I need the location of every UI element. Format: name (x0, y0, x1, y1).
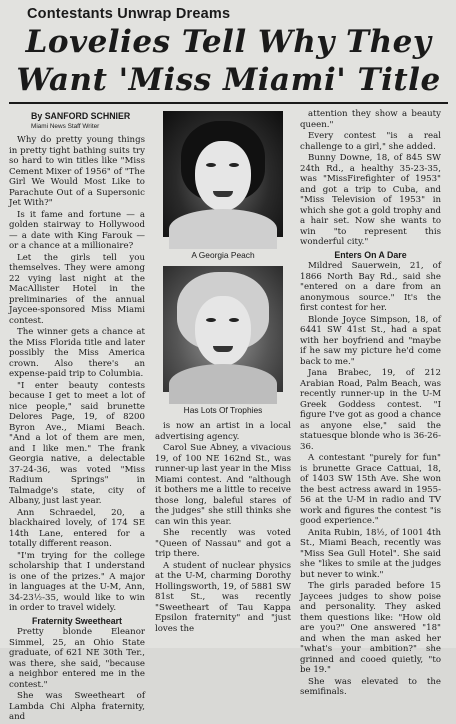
paragraph: Anita Rubin, 18½, of 1001 4th St., Miami Beach, recently was "Miss Sea Gull Hotel". She said she "likes to smile at the judges but never to wink." (300, 527, 441, 580)
headline-rule (9, 102, 448, 104)
kicker-heading: Contestants Unwrap Dreams (27, 6, 231, 22)
byline-name: By SANFORD SCHNIER (31, 111, 131, 121)
paragraph: Jana Brabec, 19, of 212 Arabian Road, Palm Beach, was recently runner-up in the U-M Greek Goddess contest. "I figure I've got as good a chance as anyone else," said the statuesque blonde who is 36-26-36. (300, 368, 441, 452)
paragraph: The girls paraded before 15 Jaycees judges to show poise and personality. They asked them questions like: "How old are you?" One answered "18" and when the man asked her "what's your ambition?" she grinned and cooed quietly, "to be 19." (300, 581, 441, 675)
paragraph: Every contest "is a real challenge to a girl," she added. (300, 131, 441, 152)
paragraph: She recently was voted "Queen of Nassau" and got a trip there. (155, 528, 291, 559)
delores-page-photo (163, 111, 283, 237)
headline-line-2: Want 'Miss Miami' Title (16, 62, 441, 98)
article-columns (9, 109, 448, 722)
paragraph: Bunny Downe, 18, of 845 SW 24th Rd., a healthy 35-23-35, was "MissFirefighter of 1953" and got a trip to Cuba, and "Miss Television of 1953" in which she got a gold trophy and a hair set. Now she wants to win "to represent this wonderful city." (300, 153, 441, 247)
headline-line-1: Lovelies Tell Why They (25, 24, 432, 60)
paragraph: is now an artist in a local advertising agency. (155, 421, 291, 442)
paragraph: A contestant "purely for fun" is brunette Grace Cattuai, 18, of 1403 SW 15th Ave. She won the best actress award in 1955-56 at the U-M in radio and TV work and figures the contest "is good experience." (300, 453, 441, 526)
paragraph: Carol Sue Abney, a vivacious 19, of 100 NE 162nd St., was runner-up last year in the Miss Miami contest. And "although it bothers me a little to receive those long, baleful stares of the judges" she still thinks she can win this year. (155, 443, 291, 527)
paragraph: "I'm trying for the college scholarship that I understand is one of the prizes." A major in languages at the U-M, Ann, 34-23½-35, would like to win in order to travel widely. (9, 550, 145, 613)
photo-caption-sub: A Georgia Peach (191, 249, 255, 260)
paragraph: Is it fame and fortune — a golden stairway to Hollywood — a date with King Farouk — or a chance at a millionaire? (9, 209, 145, 251)
paragraph: She was Sweetheart of Lambda Chi Alpha fraternity, and (9, 691, 145, 722)
paragraph: Let the girls tell you themselves. They were among 22 vying last night at the MacAllister Hotel in the preliminaries of the annual Jaycee-sponsored Miss Miami contest. (9, 252, 145, 326)
paragraph: She was elevated to the semifinals. (300, 676, 441, 697)
paragraph: "I enter beauty contests because I get to meet a lot of nice people," said brunette Delores Page, 19, of 8200 Byron Ave., Miami Beach. "And a lot of them are men, and I like men." The frank Georgia native, a delectable 37-24-36, was voted "Miss Radium Springs" in Talmadge's state, city of Albany, just last year. (9, 380, 145, 506)
paragraph: Ann Schraedel, 20, a blackhaired lovely, of 174 SE 14th Lane, entered for a totally different reason. (9, 507, 145, 549)
paragraph: The winner gets a chance at the Miss Florida title and later possibly the Miss America crown. Also there's an expense-paid trip to Columbia. (9, 327, 145, 379)
column-3 (300, 109, 441, 699)
subhead-fraternity: Fraternity Sweetheart (32, 615, 122, 626)
byline-title: Miami News Staff Writer (31, 122, 100, 130)
subhead-dare: Enters On A Dare (334, 249, 407, 260)
photo-caption-sub: Has Lots Of Trophies (183, 404, 263, 415)
paragraph: attention they show a beauty queen." (300, 109, 441, 130)
paragraph: Why do pretty young things in pretty tight bathing suits try so hard to win titles like "Miss Cement Mixer of 1956" of "The Girl We Would Most Like to Parachute Out of a Supersonic Jet With?" (9, 135, 145, 208)
headline (9, 24, 448, 99)
bunny-downe-photo (163, 266, 283, 392)
paragraph: Blonde Joyce Simpson, 18, of 6441 SW 41st St., had a spat with her boyfriend and "maybe if he saw my picture he'd come back to me." (300, 314, 441, 367)
column-2 (155, 109, 291, 635)
paragraph: A student of nuclear physics at the U-M, charming Dorothy Hollingsworth, 19, of 5881 SW 81st St., was recently "Sweetheart of Tau Kappa Epsilon fraternity" and "just loves the (155, 560, 291, 634)
column-1 (9, 109, 145, 724)
paragraph: Mildred Sauerwein, 21, of 1866 North Bay Rd., said she "entered on a dare from an anonymous source." It's the first contest for her. (300, 261, 441, 313)
paragraph: Pretty blonde Eleanor Simmel, 25, an Ohio State graduate, of 621 NE 30th Ter., was there, she said, "because a neighbor entered me in the contest." (9, 627, 145, 690)
